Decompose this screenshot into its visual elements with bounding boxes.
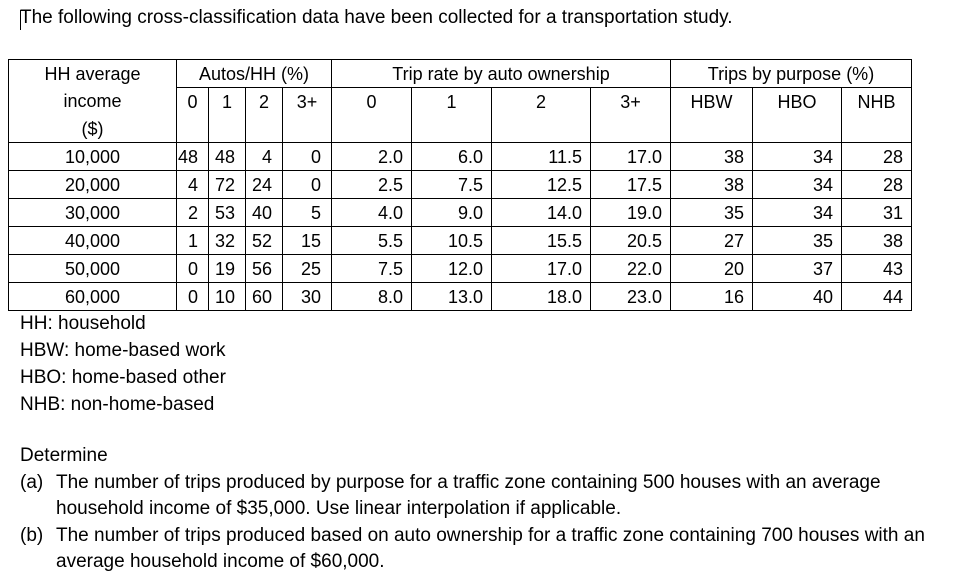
autos-pct-cell: 5 (283, 199, 332, 227)
table-body (9, 143, 912, 311)
purpose-pct-cell: 31 (842, 199, 912, 227)
table-row (9, 227, 912, 255)
trip-rate-cell: 2.5 (332, 171, 412, 199)
trip-rate-cell: 7.5 (332, 255, 412, 283)
purpose-pct-cell: 43 (842, 255, 912, 283)
purpose-pct-cell: 28 (842, 171, 912, 199)
purpose-col-header: HBW (671, 88, 753, 116)
autos-pct-cell: 0 (283, 143, 332, 171)
table-row (9, 143, 912, 171)
income-cell: 10,000 (9, 143, 177, 171)
autos-pct-cell: 0 (177, 283, 209, 311)
purpose-pct-cell: 16 (671, 283, 753, 311)
definition-item: NHB: non-home-based (20, 394, 215, 415)
purpose-pct-cell: 44 (842, 283, 912, 311)
trip-rate-cell: 11.5 (492, 143, 591, 171)
purpose-col-header: NHB (842, 88, 912, 116)
table-row (9, 283, 912, 311)
purpose-pct-cell: 34 (753, 143, 842, 171)
income-cell: 50,000 (9, 255, 177, 283)
purpose-pct-cell: 35 (671, 199, 753, 227)
purpose-col-header: HBO (753, 88, 842, 116)
intro-text: The following cross-classification data have been collected for a transportation study. (20, 7, 733, 28)
header-row-units (9, 115, 912, 143)
auto-col-header: 3+ (283, 88, 332, 116)
auto-col-header: 1 (209, 88, 246, 116)
autos-pct-cell: 1 (177, 227, 209, 255)
trip-rate-cell: 20.5 (591, 227, 671, 255)
purpose-pct-cell: 38 (671, 171, 753, 199)
purpose-pct-cell: 38 (842, 227, 912, 255)
autos-pct-cell: 24 (246, 171, 283, 199)
autos-pct-cell: 48 (177, 143, 209, 171)
autos-pct-cell: 10 (209, 283, 246, 311)
trip-rate-cell: 22.0 (591, 255, 671, 283)
income-cell: 60,000 (9, 283, 177, 311)
autos-pct-cell: 52 (246, 227, 283, 255)
autos-pct-cell: 40 (246, 199, 283, 227)
autos-pct-cell: 72 (209, 171, 246, 199)
autos-pct-cell: 56 (246, 255, 283, 283)
autos-pct-cell: 0 (283, 171, 332, 199)
trip-rate-cell: 5.5 (332, 227, 412, 255)
trip-rate-cell: 6.0 (412, 143, 492, 171)
task-item-b (20, 523, 960, 576)
autos-header: Autos/HH (%) (177, 60, 332, 88)
purpose-pct-cell: 37 (753, 255, 842, 283)
autos-pct-cell: 15 (283, 227, 332, 255)
header-row-columns (9, 88, 912, 116)
purpose-header: Trips by purpose (%) (671, 60, 912, 88)
income-header: HH average (9, 60, 177, 88)
task-item-label: (b) (20, 524, 44, 546)
table-row (9, 171, 912, 199)
income-cell: 30,000 (9, 199, 177, 227)
trip-rate-cell: 23.0 (591, 283, 671, 311)
income-cell: 40,000 (9, 227, 177, 255)
task-item-label: (a) (20, 471, 44, 493)
purpose-pct-cell: 28 (842, 143, 912, 171)
task-item-text: The number of trips produced based on auto ownership for a traffic zone containing 700 houses with an average household income of $60,000. (56, 524, 925, 572)
task-item-a (20, 470, 960, 523)
purpose-pct-cell: 27 (671, 227, 753, 255)
trip-rate-cell: 12.0 (412, 255, 492, 283)
autos-pct-cell: 30 (283, 283, 332, 311)
table-row (9, 255, 912, 283)
autos-pct-cell: 19 (209, 255, 246, 283)
purpose-pct-cell: 20 (671, 255, 753, 283)
trip-rate-cell: 7.5 (412, 171, 492, 199)
trip-rate-cell: 14.0 (492, 199, 591, 227)
definitions-list (20, 310, 226, 418)
auto-col-header: 2 (246, 88, 283, 116)
trip-rate-cell: 19.0 (591, 199, 671, 227)
autos-pct-cell: 48 (209, 143, 246, 171)
trip-rate-cell: 2.0 (332, 143, 412, 171)
auto-col-header: 0 (177, 88, 209, 116)
autos-pct-cell: 0 (177, 255, 209, 283)
definition-item: HBO: home-based other (20, 367, 226, 388)
cross-classification-table (8, 59, 912, 311)
trip-rate-cell: 8.0 (332, 283, 412, 311)
trip-rate-cell: 17.0 (492, 255, 591, 283)
trip-rate-cell: 12.5 (492, 171, 591, 199)
trip-rate-cell: 15.5 (492, 227, 591, 255)
rate-col-header: 1 (412, 88, 492, 116)
table-row (9, 199, 912, 227)
autos-pct-cell: 4 (246, 143, 283, 171)
purpose-pct-cell: 35 (753, 227, 842, 255)
trip-rate-header: Trip rate by auto ownership (332, 60, 671, 88)
income-cell: 20,000 (9, 171, 177, 199)
autos-pct-cell: 4 (177, 171, 209, 199)
trip-rate-cell: 18.0 (492, 283, 591, 311)
trip-rate-cell: 13.0 (412, 283, 492, 311)
trip-rate-cell: 17.5 (591, 171, 671, 199)
purpose-pct-cell: 34 (753, 199, 842, 227)
income-header-unit: ($) (9, 115, 177, 143)
rate-col-header: 0 (332, 88, 412, 116)
header-row-groups (9, 60, 912, 88)
purpose-pct-cell: 38 (671, 143, 753, 171)
income-header-line2: income (9, 88, 177, 116)
autos-pct-cell: 53 (209, 199, 246, 227)
task-item-text: The number of trips produced by purpose for a traffic zone containing 500 houses with an average household income of $35,000. Use linear interpolation if applicable. (56, 471, 881, 519)
autos-pct-cell: 60 (246, 283, 283, 311)
definition-item: HBW: home-based work (20, 340, 226, 361)
autos-pct-cell: 25 (283, 255, 332, 283)
purpose-pct-cell: 40 (753, 283, 842, 311)
trip-rate-cell: 17.0 (591, 143, 671, 171)
autos-pct-cell: 2 (177, 199, 209, 227)
definition-item: HH: household (20, 313, 146, 334)
task-section (20, 443, 960, 576)
trip-rate-cell: 10.5 (412, 227, 492, 255)
rate-col-header: 3+ (591, 88, 671, 116)
task-heading: Determine (20, 445, 108, 466)
trip-rate-cell: 4.0 (332, 199, 412, 227)
autos-pct-cell: 32 (209, 227, 246, 255)
rate-col-header: 2 (492, 88, 591, 116)
trip-rate-cell: 9.0 (412, 199, 492, 227)
purpose-pct-cell: 34 (753, 171, 842, 199)
